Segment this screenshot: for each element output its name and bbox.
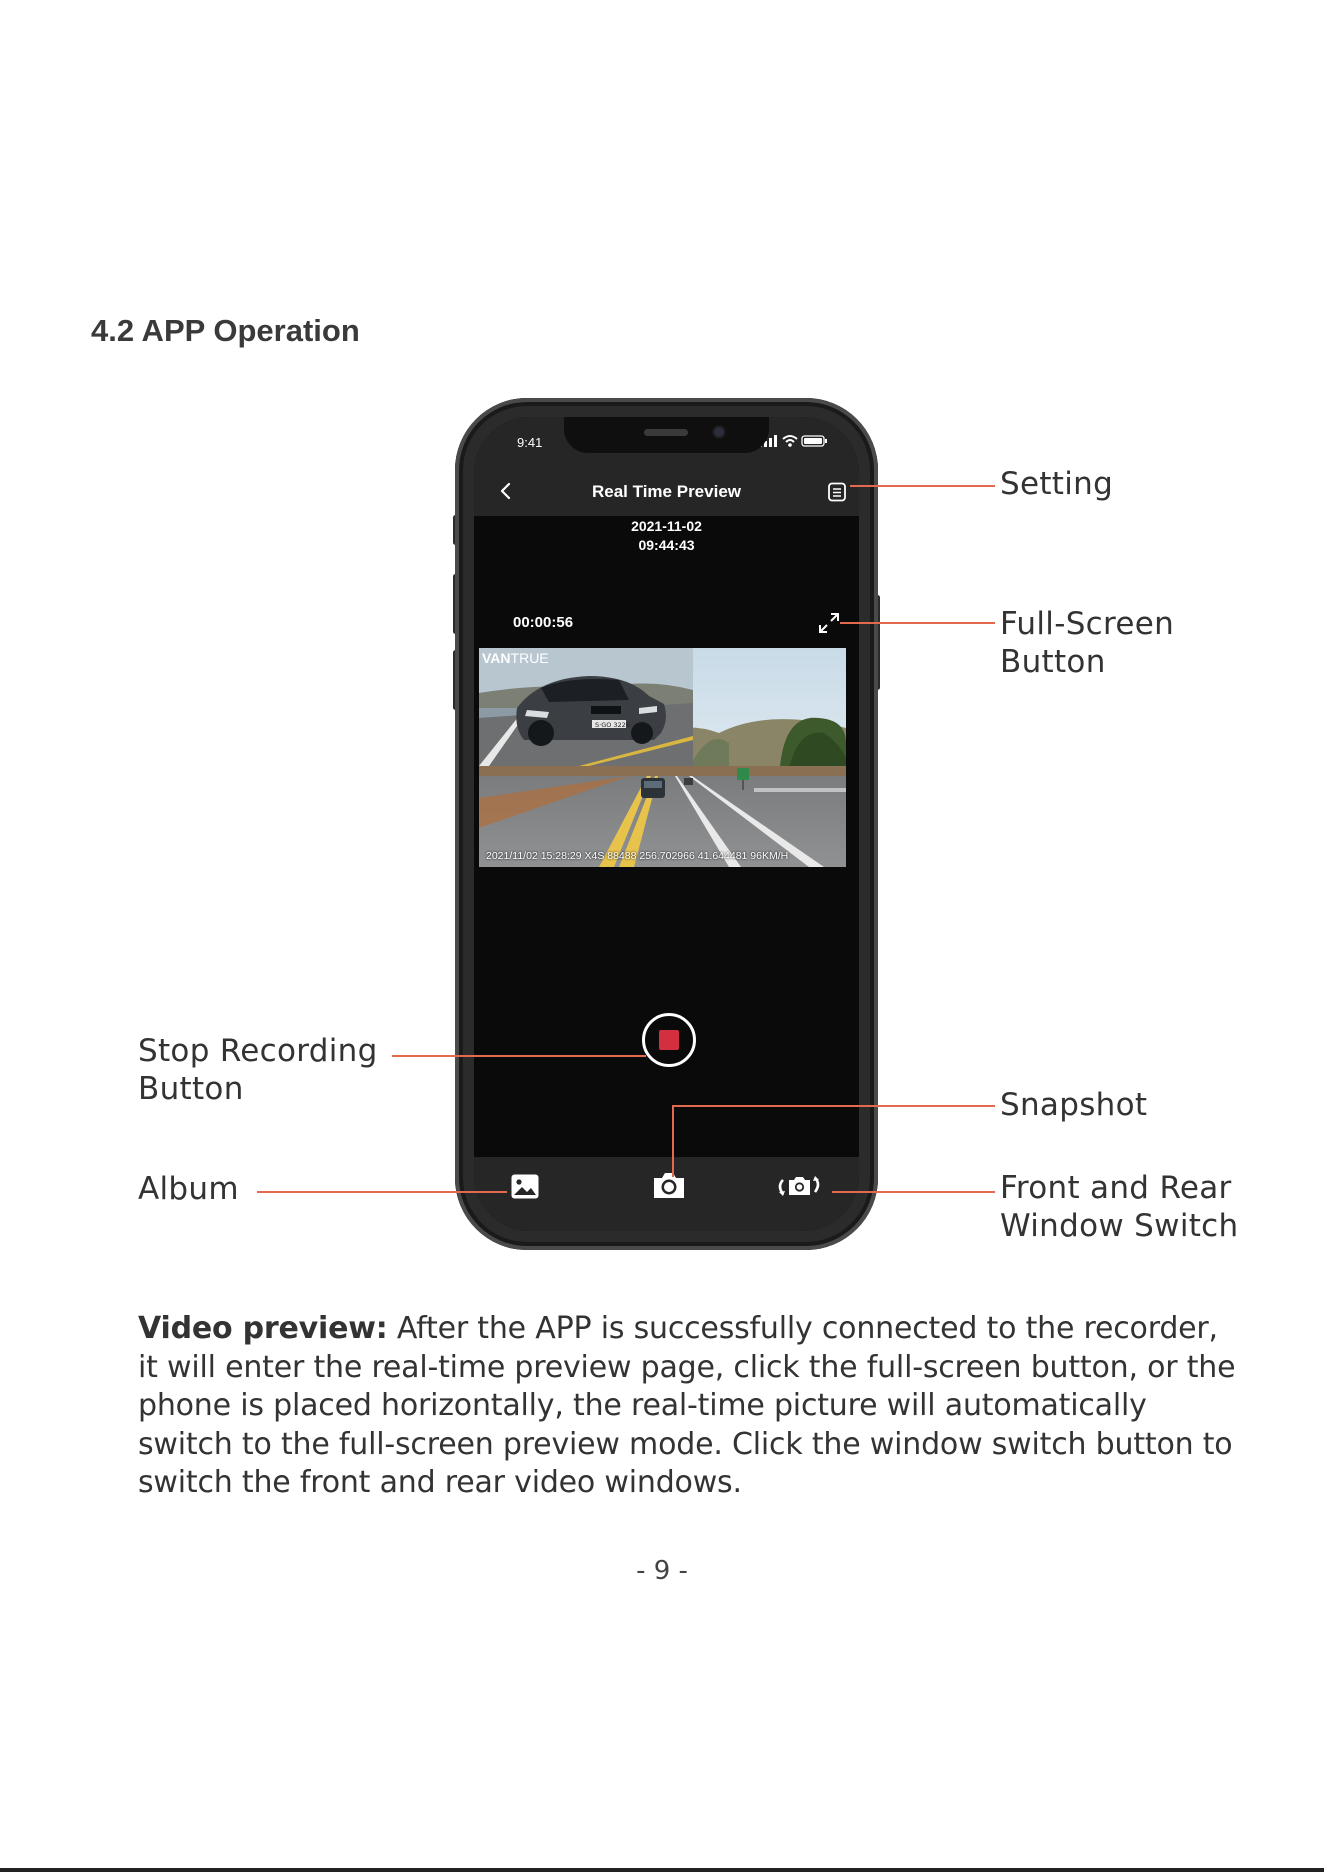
callout-stop-line1: Stop Recording [138,1033,378,1069]
stop-record-icon [659,1030,679,1050]
album-leader-line [257,1191,507,1193]
description-text: After the APP is successfully connected to the recorder, it will enter the real-time preview page, click the full-screen button, or the phone is placed horizontally, the real-time picture will automatically switch to the full-screen preview mode. Click the window switch button to switch the front and rear video windows. [138,1311,1236,1500]
callout-switch-line1: Front and Rear [1000,1170,1232,1206]
bottom-toolbar [474,1157,859,1231]
callout-fullscreen [1000,605,1174,681]
snapshot-leader-line-h [672,1105,995,1107]
live-video-preview[interactable] [479,648,846,867]
status-time: 9:41 [517,435,543,450]
nav-bar [474,467,859,516]
callout-stop-line2: Button [138,1071,244,1107]
callout-switch-line2: Window Switch [1000,1208,1239,1244]
speaker-grille [644,429,688,436]
stop-recording-button[interactable] [642,1013,696,1067]
brand-light: TRUE [510,650,549,666]
stop-leader-line [392,1055,646,1057]
setting-leader-line [850,485,995,487]
video-timestamp [474,517,859,555]
switch-leader-line [832,1191,995,1193]
camera-icon[interactable] [651,1170,687,1201]
video-date: 2021-11-02 [631,518,702,534]
callout-snapshot-text: Snapshot [1000,1087,1148,1123]
description-paragraph [138,1310,1238,1503]
signal-wifi-battery-icon [759,434,829,448]
camera-switch-icon[interactable] [774,1173,824,1199]
phone-notch [564,417,769,453]
license-plate: S·GO 3226 [595,721,630,729]
bottom-rule [0,1868,1324,1872]
callout-setting-text: Setting [1000,466,1114,502]
callout-setting [1000,465,1113,503]
recording-elapsed-time: 00:00:56 [513,614,574,631]
vantrue-watermark [482,650,549,666]
callout-fullscreen-line1: Full-Screen [1000,606,1175,642]
phone-screen [474,417,859,1231]
page-title: Real Time Preview [592,482,741,501]
expand-icon[interactable] [817,611,841,635]
section-heading: 4.2 APP Operation [91,313,360,348]
brand-bold: VAN [482,650,511,666]
settings-list-icon[interactable] [827,482,847,502]
page-number: - 9 - [636,1556,688,1586]
video-clock: 09:44:43 [638,537,695,553]
callout-album [138,1170,239,1208]
snapshot-leader-line-v [672,1105,674,1177]
callout-stop-recording [138,1032,378,1108]
callout-fullscreen-line2: Button [1000,644,1106,680]
dashcam-scene-image [479,648,846,867]
image-icon[interactable] [510,1173,540,1200]
callout-window-switch [1000,1169,1238,1245]
description-label: Video preview: [138,1311,388,1346]
video-osd-overlay: 2021/11/02 15:28:29 X4S 88488 256.702966 41.644481 96KM/H [486,850,789,862]
fullscreen-leader-line [840,622,995,624]
front-camera [714,427,724,437]
callout-album-text: Album [138,1171,239,1207]
callout-snapshot [1000,1086,1147,1124]
